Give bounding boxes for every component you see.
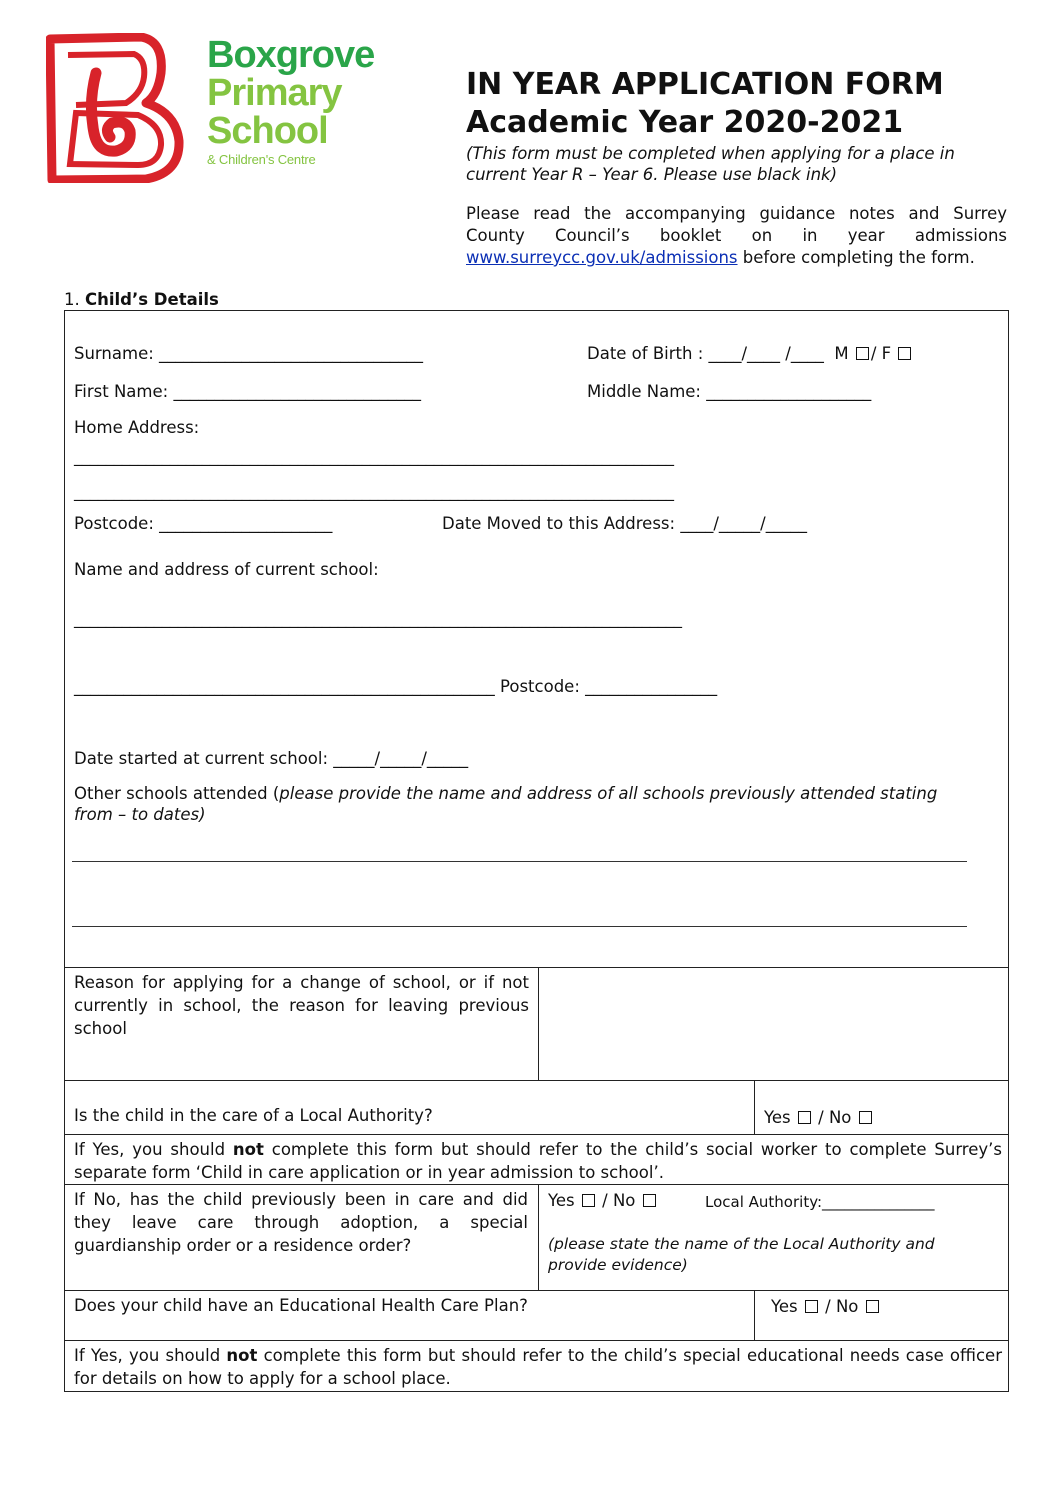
date-started-field[interactable]: _____/_____/_____ [333, 749, 469, 768]
care-no-label: / No [818, 1108, 852, 1127]
school-postcode-field[interactable]: ________________ [585, 677, 718, 696]
reason-label: Reason for applying for a change of school, or if not currently in school, the reason for leaving previous school [74, 973, 529, 1038]
logo-line-primary: Primary [207, 72, 342, 114]
local-authority-label: Local Authority: [705, 1193, 823, 1211]
care-answer [764, 1107, 874, 1128]
section-number: 1. [64, 290, 80, 309]
section-title: Child’s Details [85, 290, 219, 309]
ehcp-question: Does your child have an Educational Health Care Plan? [74, 1296, 528, 1315]
surname-field[interactable]: ________________________________ [159, 344, 424, 363]
male-label: M [834, 344, 849, 363]
other-schools-text: Other schools attended ( [74, 784, 280, 803]
middle-name-row [587, 381, 871, 402]
date-started-row [74, 748, 468, 769]
divider [538, 967, 539, 1080]
female-checkbox[interactable] [898, 347, 911, 360]
care-note-text-end: complete this form but should refer to the child’s social worker to complete Surrey’s separate form ‘Child in care application or in year admission to school’. [74, 1140, 1002, 1182]
current-school-line-1[interactable]: ____________________________________________________________________________ [74, 609, 682, 628]
postcode-field[interactable]: _____________________ [159, 514, 333, 533]
reason-answer-field[interactable] [545, 972, 1000, 1076]
form-subtitle: (This form must be completed when applying for a place in current Year R – Year 6. Please use black ink) [466, 144, 955, 184]
care-question: Is the child in the care of a Local Authority? [74, 1106, 433, 1125]
home-address-line-1[interactable]: ___________________________________________________________________________ [74, 447, 674, 466]
male-checkbox[interactable] [856, 347, 869, 360]
dob-field[interactable]: ____/____ /____ [708, 344, 824, 363]
logo-line-boxgrove: Boxgrove [207, 34, 375, 76]
previous-care-answer [548, 1190, 658, 1211]
divider [64, 1340, 1008, 1341]
previous-care-no-checkbox[interactable] [643, 1194, 656, 1207]
guidance-text: Please read the accompanying guidance notes and Surrey County Council’s booklet on in year admissions [466, 204, 1007, 245]
local-authority-instruction [548, 1234, 988, 1276]
first-name-row [74, 381, 421, 402]
date-started-label: Date started at current school: [74, 749, 329, 768]
ehcp-no-label: / No [825, 1297, 859, 1316]
female-label: / F [870, 344, 892, 363]
home-address-label: Home Address: [74, 418, 200, 437]
date-moved-field[interactable]: ____/_____/_____ [680, 514, 807, 533]
ehcp-yes-checkbox[interactable] [805, 1300, 818, 1313]
surname-label: Surname: [74, 344, 154, 363]
ehcp-no-checkbox[interactable] [866, 1300, 879, 1313]
logo-line-childrens-centre: & Children's Centre [207, 152, 316, 167]
divider [64, 1080, 1008, 1081]
section-heading [64, 290, 219, 309]
middle-name-label: Middle Name: [587, 382, 701, 401]
school-logo-icon [46, 33, 186, 183]
form-title-line-2: Academic Year 2020-2021 [466, 105, 904, 140]
care-note-text: If Yes, you should [74, 1140, 233, 1159]
current-school-line-2[interactable]: ___________________________________________________ [74, 677, 495, 696]
dob-label: Date of Birth : [587, 344, 704, 363]
other-schools-instruction: please provide the name and address of all schools previously attended stating from – to dates) [74, 784, 938, 824]
dob-row [587, 343, 913, 364]
date-moved-row [442, 513, 807, 534]
home-address-line-2[interactable]: ___________________________________________________________________________ [74, 482, 674, 501]
first-name-field[interactable]: ______________________________ [173, 382, 421, 401]
care-note-emphasis: not [232, 1140, 264, 1159]
current-school-line-2-row [74, 676, 717, 697]
care-note [74, 1138, 1002, 1184]
ehcp-yes-label: Yes [771, 1297, 798, 1316]
postcode-label: Postcode: [74, 514, 154, 533]
care-yes-label: Yes [764, 1108, 791, 1127]
divider [64, 1134, 1008, 1135]
logo-line-school: School [207, 110, 328, 152]
ehcp-note-text: If Yes, you should [74, 1346, 227, 1365]
other-schools-line-1[interactable] [72, 861, 967, 862]
local-authority-row [705, 1192, 935, 1213]
date-moved-label: Date Moved to this Address: [442, 514, 676, 533]
ehcp-note [74, 1344, 1002, 1390]
local-authority-field[interactable]: _______________ [822, 1193, 935, 1211]
previous-care-question: If No, has the child previously been in care and did they leave care through adoption, a special guardianship order or a residence order? [74, 1190, 528, 1255]
current-school-label: Name and address of current school: [74, 560, 379, 579]
care-yes-checkbox[interactable] [798, 1111, 811, 1124]
divider [538, 1184, 539, 1290]
other-schools-line-2[interactable] [72, 926, 967, 927]
form-title-line-1: IN YEAR APPLICATION FORM [466, 67, 944, 102]
school-postcode-label: Postcode: [500, 677, 580, 696]
previous-care-no-label: / No [602, 1191, 636, 1210]
local-authority-instruction-text: (please state the name of the Local Authority and provide evidence) [548, 1235, 935, 1274]
previous-care-yes-checkbox[interactable] [582, 1194, 595, 1207]
ehcp-note-text-end: complete this form but should refer to the child’s special educational needs case officer for details on how to apply for a school place. [74, 1346, 1002, 1388]
first-name-label: First Name: [74, 382, 169, 401]
form-title [466, 66, 944, 142]
divider [64, 1290, 1008, 1291]
ehcp-answer [771, 1296, 881, 1317]
middle-name-field[interactable]: ____________________ [706, 382, 872, 401]
divider [64, 967, 1008, 968]
ehcp-note-emphasis: not [226, 1346, 258, 1365]
divider [64, 1184, 1008, 1185]
previous-care-yes-label: Yes [548, 1191, 575, 1210]
divider [754, 1290, 755, 1340]
postcode-row [74, 513, 332, 534]
other-schools-label [74, 783, 974, 825]
surname-row [74, 343, 423, 364]
divider [754, 1080, 755, 1134]
school-name-logo [207, 36, 374, 167]
admissions-link[interactable]: www.surreycc.gov.uk/admissions [466, 248, 738, 267]
guidance-text-end: before completing the form. [737, 248, 975, 267]
care-no-checkbox[interactable] [859, 1111, 872, 1124]
guidance-paragraph [466, 203, 1007, 269]
